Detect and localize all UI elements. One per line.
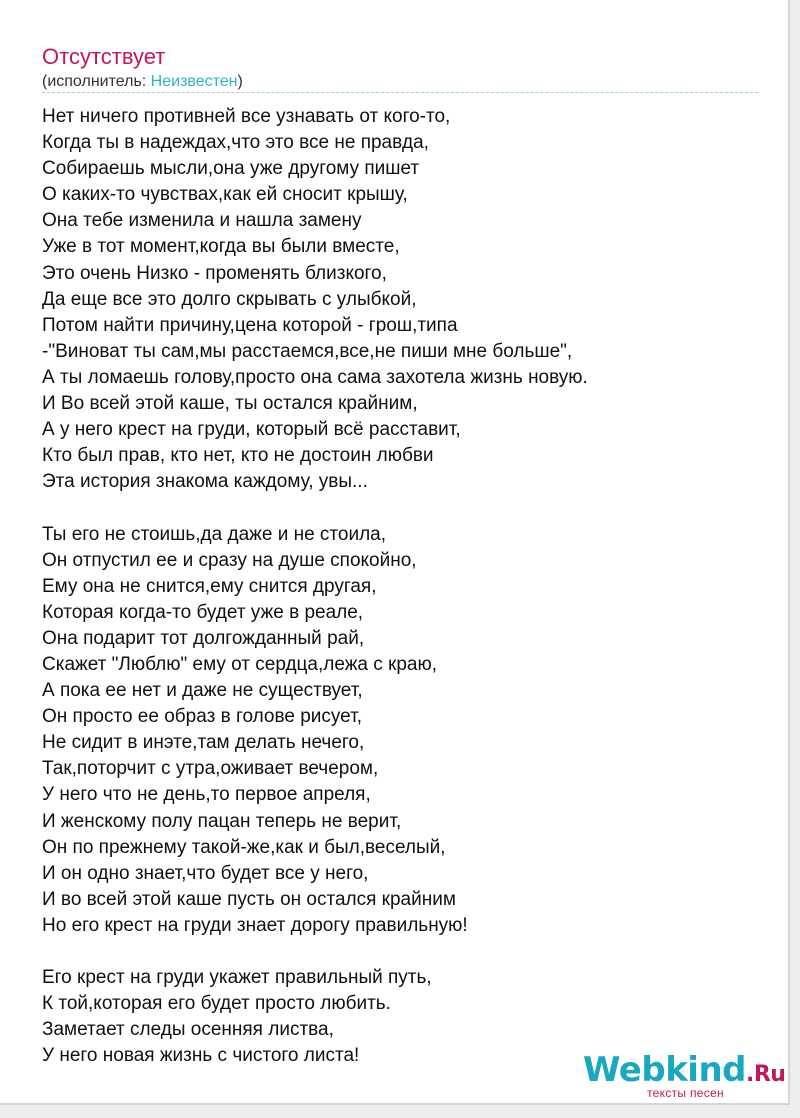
lyric-line: К той,которая его будет просто любить. [42,993,391,1015]
lyric-line: Не сидит в инэте,там делать нечего, [42,732,365,754]
lyric-line: Кто был прав, кто нет, кто не достоин любви [42,445,434,467]
lyric-line: И женскому полу пацан теперь не верит, [42,810,402,832]
lyric-line: Это очень Низко - променять близкого, [42,262,387,284]
artist-line [42,72,243,92]
lyric-line: О каких-то чувствах,как ей сносит крышу, [42,184,408,206]
lyric-line: Она тебе изменила и нашла замену [42,210,362,232]
logo-tld: .Ru [746,1062,786,1087]
lyrics-body [42,104,762,1069]
lyric-line: У него новая жизнь с чистого листа! [42,1045,360,1067]
lyric-line: А у него крест на груди, который всё расставит, [42,419,461,441]
lyric-line: Нет ничего противней все узнавать от кого-то, [42,106,451,127]
stanza-1 [42,104,762,495]
lyric-line: А ты ломаешь голову,просто она сама захотела жизнь новую. [42,366,588,388]
logo-tagline: тексты песен [647,1086,724,1100]
lyric-line: И во всей этой каше пусть он остался крайним [42,888,456,910]
lyric-line: И он одно знает,что будет все у него, [42,862,369,884]
lyric-line: Которая когда-то будет уже в реале, [42,601,364,623]
lyric-line: Скажет "Люблю" ему от сердца,лежа с краю, [42,653,438,675]
lyric-line: Собираешь мысли,она уже другому пишет [42,158,420,180]
lyric-line: Ему она не снится,ему снится другая, [42,575,377,597]
lyric-line: Но его крест на груди знает дорогу правильную! [42,914,468,936]
artist-suffix: ) [237,73,243,90]
webkind-logo[interactable] [583,1050,786,1100]
lyric-line: Так,поторчит с утра,оживает вечером, [42,758,379,780]
lyric-line: Уже в тот момент,когда вы были вместе, [42,236,400,258]
lyric-line: Он отпустил ее и сразу на душе спокойно, [42,549,417,571]
lyric-line: Потом найти причину,цена которой - грош,типа [42,314,458,336]
lyric-line: -"Виноват ты сам,мы расстаемся,все,не пиши мне больше", [42,340,573,362]
lyric-line: Он просто ее образ в голове рисует, [42,706,362,728]
lyric-line: Она подарит тот долгожданный рай, [42,627,365,649]
artist-prefix: (исполнитель: [42,73,151,90]
stanza-2 [42,522,762,940]
lyric-line: У него что не день,то первое апреля, [42,784,371,806]
logo-brand: Webkind [583,1050,746,1090]
song-title: Отсутствует [42,44,166,69]
lyric-line: А пока ее нет и даже не существует, [42,680,363,702]
lyric-line: Когда ты в надеждах,что это все не правда, [42,132,429,154]
lyric-line: Эта история знакома каждому, увы... [42,471,368,493]
lyric-line: Да еще все это долго скрывать с улыбкой, [42,288,417,310]
artist-link[interactable]: Неизвестен [150,73,238,90]
lyric-line: Заметает следы осенняя листва, [42,1019,334,1041]
lyric-line: Ты его не стоишь,да даже и не стоила, [42,523,387,545]
lyric-line: Он по прежнему такой-же,как и был,веселый, [42,836,446,858]
lyric-line: Его крест на груди укажет правильный путь, [42,967,432,989]
lyric-line: И Во всей этой каше, ты остался крайним, [42,393,418,415]
header-divider [42,92,758,93]
